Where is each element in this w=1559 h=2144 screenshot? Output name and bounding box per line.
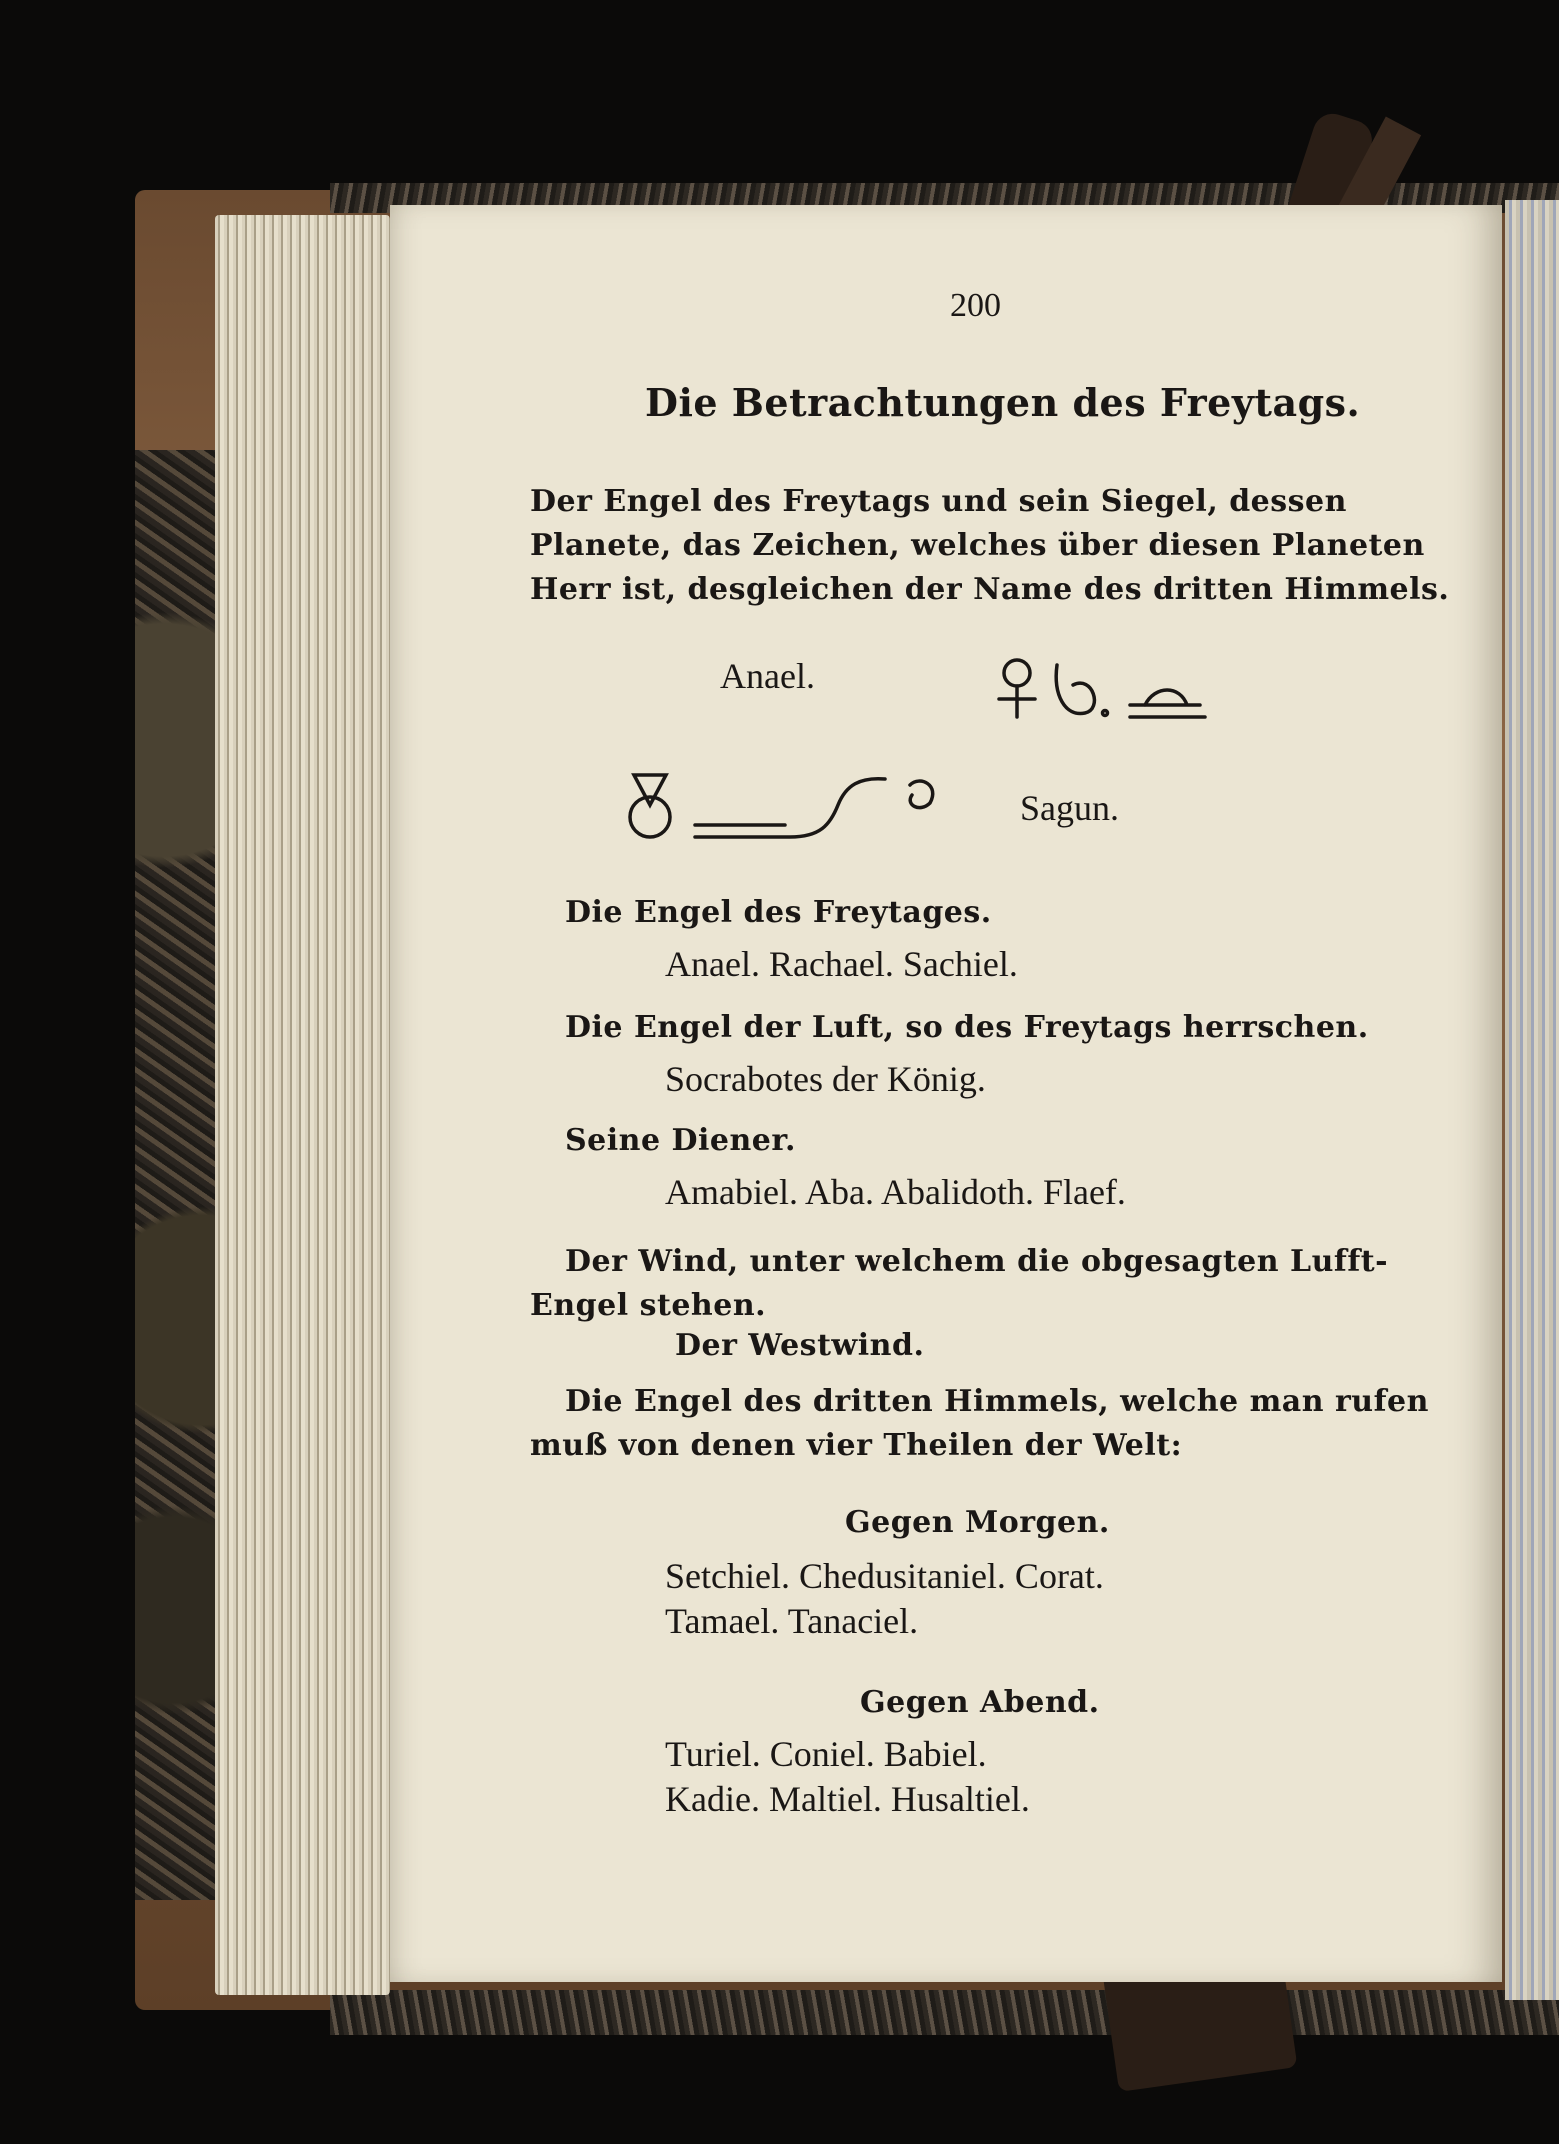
servants-names: Amabiel. Aba. Abalidoth. Flaef.: [665, 1172, 1126, 1212]
east-row-1: Setchiel. Chedusitaniel. Corat.: [665, 1556, 1104, 1596]
page-title: Die Betrachtungen des Freytags.: [645, 380, 1361, 425]
air-king: Socrabotes der König.: [665, 1059, 986, 1099]
west-heading: Gegen Abend.: [860, 1685, 1100, 1720]
book-page: [390, 205, 1502, 1982]
east-heading: Gegen Morgen.: [845, 1505, 1110, 1540]
page-number: 200: [950, 287, 1001, 324]
west-row-2: Kadie. Maltiel. Husaltiel.: [665, 1779, 1030, 1819]
angel-name-sagun: Sagun.: [1020, 788, 1119, 828]
sagun-seal-icon: [620, 765, 960, 855]
angels-of-day-names: Anael. Rachael. Sachiel.: [665, 944, 1018, 984]
marbled-cover-bottom: [330, 1990, 1559, 2035]
servants-label: Seine Diener.: [565, 1123, 796, 1158]
venus-symbol-icon: [995, 655, 1235, 725]
page-stack-edges: [215, 215, 390, 1995]
west-wind: Der Westwind.: [675, 1328, 925, 1363]
angels-of-day-label: Die Engel des Freytages.: [565, 895, 992, 930]
east-row-2: Tamael. Tanaciel.: [665, 1601, 919, 1641]
taurus-symbol-icon: [1056, 665, 1094, 713]
facing-page-edge: [1505, 200, 1559, 2000]
wind-paragraph: Der Wind, unter welchem die obgesagten Lufft-Engel stehen.: [530, 1244, 1389, 1323]
third-heaven-paragraph: Die Engel des dritten Himmels, welche man rufen muß von denen vier Theilen der Welt:: [530, 1384, 1429, 1463]
air-angels-label: Die Engel der Luft, so des Freytags herrschen.: [565, 1010, 1369, 1045]
west-row-1: Turiel. Coniel. Babiel.: [665, 1734, 987, 1774]
intro-paragraph: Der Engel des Freytags und sein Siegel, dessen Planete, das Zeichen, welches über diesen Planeten Herr ist, desgleichen der Name des dritten Himmels.: [530, 484, 1450, 607]
angel-name-anael: Anael.: [720, 656, 815, 696]
